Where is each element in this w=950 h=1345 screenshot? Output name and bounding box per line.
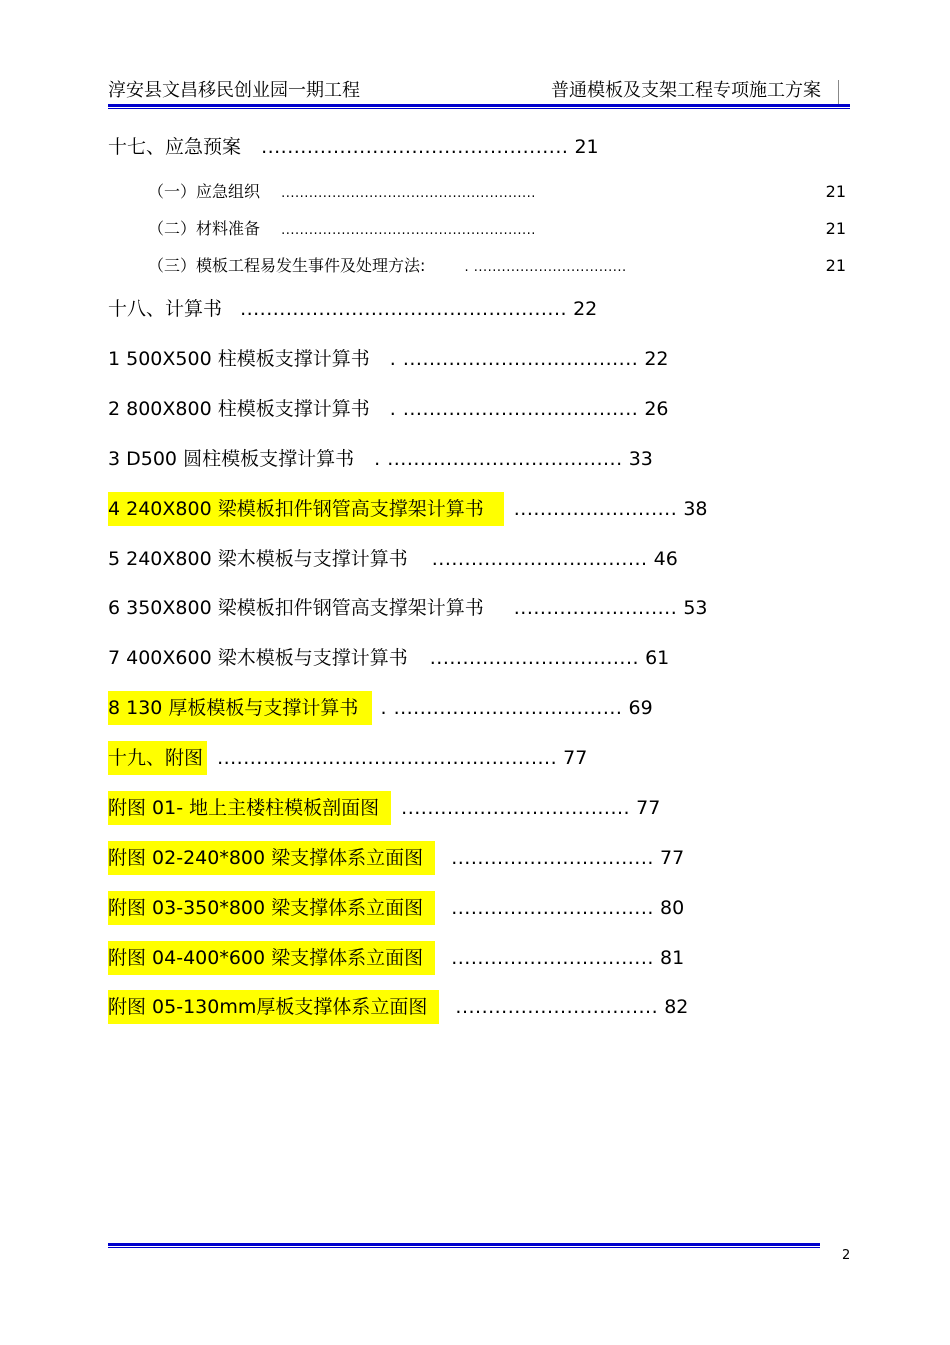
toc-page: 69 <box>628 697 653 719</box>
header-rule <box>108 104 850 107</box>
highlighted-label: 附图 04-400*600 梁支撑体系立面图 <box>108 941 435 975</box>
toc-entry-s17-2[interactable] <box>148 216 536 244</box>
highlighted-label: 十九、附图 <box>108 741 207 775</box>
highlighted-label: 附图 01- 地上主楼柱模板剖面图 <box>108 791 391 825</box>
toc-page: 46 <box>653 548 678 570</box>
toc-label: （二）材料准备 <box>148 219 261 238</box>
toc-entry-c3[interactable] <box>108 446 653 472</box>
toc-label: 7 400X600 梁木模板与支撑计算书 <box>108 647 408 669</box>
toc-page: 80 <box>659 897 685 919</box>
toc-page-s17-2: 21 <box>825 219 846 238</box>
toc-entry-f5[interactable] <box>108 994 688 1020</box>
toc-dots: ................................... <box>401 797 631 819</box>
toc-entry-f2[interactable] <box>108 845 684 871</box>
toc-label: 6 350X800 梁模板扣件钢管高支撑架计算书 <box>108 597 484 619</box>
toc-label: 1 500X500 柱模板支撑计算书 <box>108 348 370 370</box>
toc-page: 53 <box>683 597 708 619</box>
toc-dots: ................................ <box>429 647 640 669</box>
toc-entry-c4[interactable] <box>108 496 708 522</box>
toc-page: 22 <box>644 348 669 370</box>
toc-dots: ............................... <box>451 847 654 869</box>
toc-dots: . ................................... <box>380 697 623 719</box>
toc-label: 2 800X800 柱模板支撑计算书 <box>108 398 370 420</box>
header-divider <box>838 80 839 104</box>
toc-page: 38 <box>683 498 708 520</box>
toc-page: 82 <box>664 996 689 1018</box>
toc-entry-c5[interactable] <box>108 546 678 572</box>
toc-dots: . .................................... <box>374 448 623 470</box>
toc-label: 十七、应急预案 <box>108 136 242 158</box>
toc-dots: .................................................... <box>217 747 558 769</box>
toc-entry-s17-3[interactable] <box>148 253 627 281</box>
toc-entry-f3[interactable] <box>108 895 684 921</box>
highlighted-label: 4 240X800 梁模板扣件钢管高支撑架计算书 <box>108 492 504 526</box>
highlighted-label: 8 130 厚板模板与支撑计算书 <box>108 691 372 725</box>
toc-label: 5 240X800 梁木模板与支撑计算书 <box>108 548 408 570</box>
toc-dots: ....................................................... <box>281 223 536 238</box>
toc-page-s17-1: 21 <box>825 182 846 201</box>
toc-page: 77 <box>563 747 588 769</box>
toc-dots: . ................................. <box>464 260 627 275</box>
toc-dots: ............................... <box>451 947 654 969</box>
toc-dots: ....................................................... <box>281 186 536 201</box>
toc-page: 61 <box>645 647 670 669</box>
toc-dots: ......................... <box>513 597 678 619</box>
toc-dots: . .................................... <box>389 398 639 420</box>
toc-page: 81 <box>659 947 685 969</box>
header-rule-thin <box>108 108 850 109</box>
toc-dots: ............................... <box>451 897 654 919</box>
toc-page: 77 <box>659 847 685 869</box>
toc-dots: ................................. <box>431 548 648 570</box>
toc-label: （三）模板工程易发生事件及处理方法: <box>148 256 426 275</box>
toc-entry-c7[interactable] <box>108 645 669 671</box>
toc-entry-c1[interactable] <box>108 346 669 372</box>
toc-entry-s17-1[interactable] <box>148 179 536 207</box>
toc-page: 26 <box>644 398 669 420</box>
footer-rule-thin <box>108 1247 820 1248</box>
toc-label: （一）应急组织 <box>148 182 261 201</box>
toc-entry-c2[interactable] <box>108 396 669 422</box>
toc-page-s17-3: 21 <box>825 256 846 275</box>
toc-entry-s19[interactable] <box>108 745 587 771</box>
toc-entry-c6[interactable] <box>108 595 708 621</box>
header-right-title: 普通模板及支架工程专项施工方案 <box>551 80 821 101</box>
toc-dots: .................................................. <box>240 298 568 320</box>
footer-rule <box>108 1243 820 1246</box>
toc-label: 3 D500 圆柱模板支撑计算书 <box>108 448 355 470</box>
toc-entry-c8[interactable] <box>108 695 653 721</box>
toc-dots: ............................................... <box>261 136 569 158</box>
toc-label: 十八、计算书 <box>108 298 223 320</box>
page-number: 2 <box>842 1248 851 1263</box>
toc-page: 33 <box>628 448 653 470</box>
toc-entry-s17[interactable] <box>108 134 599 160</box>
toc-dots: . .................................... <box>389 348 639 370</box>
toc-entry-s18[interactable] <box>108 296 597 322</box>
toc-page: 77 <box>636 797 661 819</box>
toc-entry-f1[interactable] <box>108 795 660 821</box>
toc-entry-f4[interactable] <box>108 945 684 971</box>
highlighted-label: 附图 02-240*800 梁支撑体系立面图 <box>108 841 435 875</box>
highlighted-label: 附图 03-350*800 梁支撑体系立面图 <box>108 891 435 925</box>
header-left-title: 淳安县文昌移民创业园一期工程 <box>108 80 360 101</box>
toc-dots: ............................... <box>455 996 659 1018</box>
toc-dots: ......................... <box>513 498 678 520</box>
toc-page: 21 <box>574 136 599 158</box>
toc-page: 22 <box>573 298 598 320</box>
highlighted-label: 附图 05-130mm厚板支撑体系立面图 <box>108 990 439 1024</box>
